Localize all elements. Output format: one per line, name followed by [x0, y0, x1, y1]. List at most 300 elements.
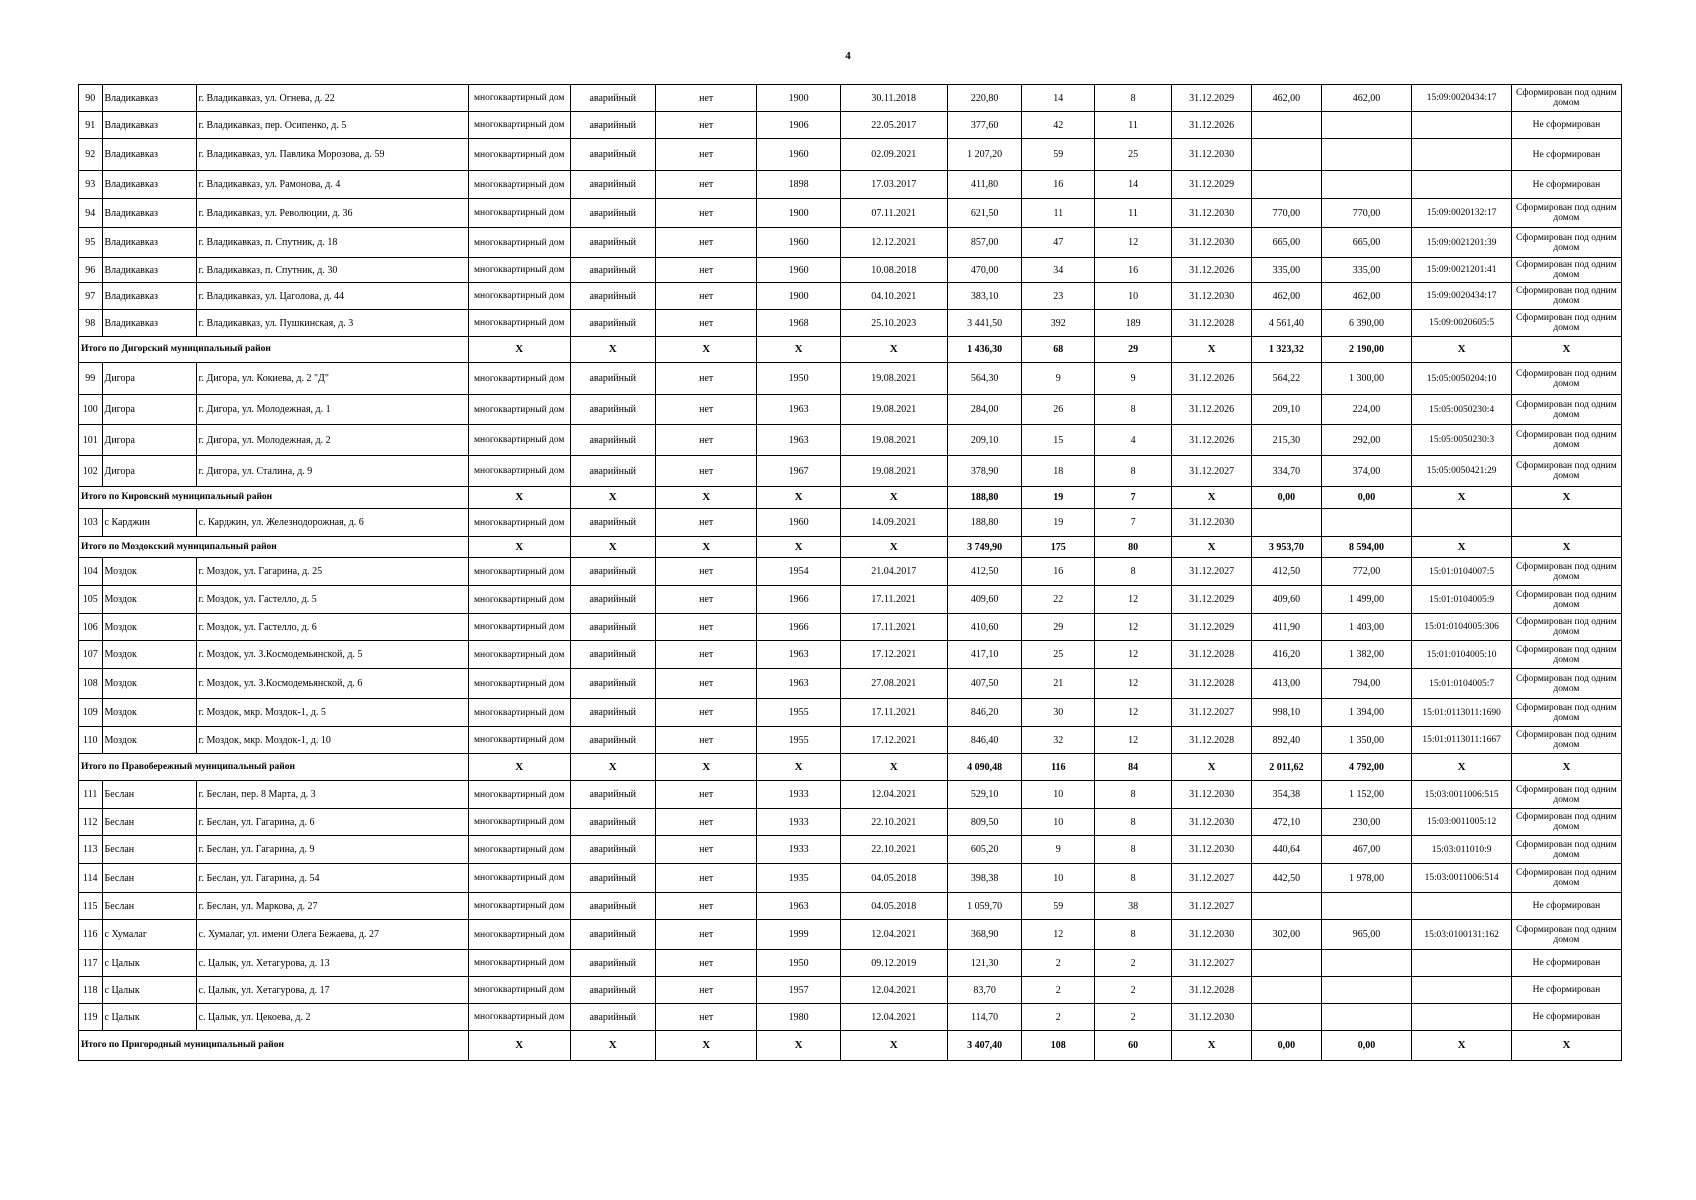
cell-locality: Дигора	[102, 456, 196, 487]
cell-deadline: 31.12.2028	[1172, 727, 1252, 754]
table-row	[79, 363, 1622, 395]
cell-area_res: 354,38	[1252, 781, 1321, 809]
cell-cadastre: 15:01:0104005:9	[1412, 586, 1511, 614]
cell-cult: нет	[655, 699, 757, 727]
cell-area_res: 440,64	[1252, 836, 1321, 864]
total-cell-deadline: X	[1172, 337, 1252, 363]
cell-date: 19.08.2021	[840, 395, 947, 425]
cell-area_res	[1252, 509, 1321, 537]
cell-type: многоквартирный дом	[469, 893, 571, 920]
cell-address: г. Владикавказ, п. Спутник, д. 30	[196, 258, 468, 283]
cell-num: 108	[79, 669, 103, 699]
cell-state: аварийный	[570, 977, 655, 1004]
cell-num: 100	[79, 395, 103, 425]
cell-state: аварийный	[570, 228, 655, 258]
table-row	[79, 199, 1622, 228]
cell-type: многоквартирный дом	[469, 977, 571, 1004]
cell-type: многоквартирный дом	[469, 363, 571, 395]
cell-state: аварийный	[570, 641, 655, 669]
cell-residents: 10	[1022, 864, 1095, 893]
total-cell-residents: 108	[1022, 1031, 1095, 1061]
cell-residents: 2	[1022, 977, 1095, 1004]
total-cell-cadastre: X	[1412, 487, 1511, 509]
total-cell-type: X	[469, 337, 571, 363]
cell-type: многоквартирный дом	[469, 283, 571, 310]
cell-area_res: 770,00	[1252, 199, 1321, 228]
cell-num: 99	[79, 363, 103, 395]
cell-date: 25.10.2023	[840, 310, 947, 337]
cell-area_res: 413,00	[1252, 669, 1321, 699]
cell-cadastre: 15:01:0113011:1690	[1412, 699, 1511, 727]
cell-address: г. Дигора, ул. Молодежная, д. 2	[196, 425, 468, 456]
cell-status: Сформирован под одним домом	[1511, 641, 1621, 669]
cell-deadline: 31.12.2026	[1172, 395, 1252, 425]
cell-area_pay: 230,00	[1321, 809, 1412, 836]
cell-num: 119	[79, 1004, 103, 1031]
cell-apts: 12	[1095, 641, 1172, 669]
cell-address: г. Моздок, ул. Гастелло, д. 6	[196, 614, 468, 641]
cell-year: 1960	[757, 139, 840, 171]
table-row	[79, 836, 1622, 864]
cell-area_pay: 462,00	[1321, 283, 1412, 310]
cell-deadline: 31.12.2026	[1172, 258, 1252, 283]
table-row	[79, 425, 1622, 456]
cell-address: г. Владикавказ, ул. Огнева, д. 22	[196, 85, 468, 112]
table-row	[79, 586, 1622, 614]
cell-cult: нет	[655, 893, 757, 920]
cell-num: 105	[79, 586, 103, 614]
cell-date: 17.11.2021	[840, 699, 947, 727]
cell-area_pay	[1321, 893, 1412, 920]
cell-state: аварийный	[570, 283, 655, 310]
cell-state: аварийный	[570, 727, 655, 754]
total-cell-status: X	[1511, 1031, 1621, 1061]
cell-cadastre: 15:03:0100131:162	[1412, 920, 1511, 950]
cell-area_res	[1252, 112, 1321, 139]
cell-cadastre	[1412, 509, 1511, 537]
cell-cult: нет	[655, 283, 757, 310]
table-row	[79, 85, 1622, 112]
cell-area_res: 564,22	[1252, 363, 1321, 395]
cell-num: 111	[79, 781, 103, 809]
cell-state: аварийный	[570, 558, 655, 586]
cell-address: г. Моздок, мкр. Моздок-1, д. 5	[196, 699, 468, 727]
cell-area: 621,50	[947, 199, 1022, 228]
cell-date: 04.05.2018	[840, 864, 947, 893]
total-cell-state: X	[570, 337, 655, 363]
cell-deadline: 31.12.2030	[1172, 139, 1252, 171]
cell-deadline: 31.12.2030	[1172, 781, 1252, 809]
cell-apts: 8	[1095, 395, 1172, 425]
total-cell-deadline: X	[1172, 487, 1252, 509]
total-cell-residents: 68	[1022, 337, 1095, 363]
cell-date: 22.10.2021	[840, 836, 947, 864]
cell-residents: 16	[1022, 558, 1095, 586]
total-cell-status: X	[1511, 537, 1621, 558]
cell-num: 106	[79, 614, 103, 641]
cell-deadline: 31.12.2030	[1172, 836, 1252, 864]
cell-area_res: 302,00	[1252, 920, 1321, 950]
cell-residents: 392	[1022, 310, 1095, 337]
total-cell-state: X	[570, 487, 655, 509]
cell-state: аварийный	[570, 425, 655, 456]
cell-area_pay: 1 382,00	[1321, 641, 1412, 669]
cell-cadastre: 15:01:0104005:306	[1412, 614, 1511, 641]
cell-num: 115	[79, 893, 103, 920]
total-cell-area_pay: 2 190,00	[1321, 337, 1412, 363]
cell-address: г. Владикавказ, ул. Цаголова, д. 44	[196, 283, 468, 310]
cell-residents: 25	[1022, 641, 1095, 669]
cell-locality: с Цалык	[102, 950, 196, 977]
cell-cadastre: 15:03:0011006:514	[1412, 864, 1511, 893]
cell-residents: 26	[1022, 395, 1095, 425]
total-cell-area_pay: 8 594,00	[1321, 537, 1412, 558]
table-row	[79, 920, 1622, 950]
district-total-row	[79, 754, 1622, 781]
cell-address: г. Дигора, ул. Сталина, д. 9	[196, 456, 468, 487]
cell-area: 378,90	[947, 456, 1022, 487]
cell-area_pay: 374,00	[1321, 456, 1412, 487]
cell-area_res: 416,20	[1252, 641, 1321, 669]
table-row	[79, 509, 1622, 537]
cell-area_pay: 965,00	[1321, 920, 1412, 950]
table-row	[79, 809, 1622, 836]
total-cell-cadastre: X	[1412, 754, 1511, 781]
cell-year: 1898	[757, 171, 840, 199]
cell-year: 1950	[757, 363, 840, 395]
cell-deadline: 31.12.2029	[1172, 586, 1252, 614]
cell-area_pay: 335,00	[1321, 258, 1412, 283]
cell-area_pay	[1321, 950, 1412, 977]
cell-date: 21.04.2017	[840, 558, 947, 586]
cell-residents: 34	[1022, 258, 1095, 283]
district-total-row	[79, 487, 1622, 509]
cell-cult: нет	[655, 950, 757, 977]
cell-area_pay: 794,00	[1321, 669, 1412, 699]
cell-year: 1933	[757, 836, 840, 864]
cell-deadline: 31.12.2028	[1172, 977, 1252, 1004]
cell-date: 30.11.2018	[840, 85, 947, 112]
cell-apts: 4	[1095, 425, 1172, 456]
cell-apts: 12	[1095, 727, 1172, 754]
cell-cult: нет	[655, 781, 757, 809]
cell-year: 1933	[757, 809, 840, 836]
cell-deadline: 31.12.2026	[1172, 363, 1252, 395]
cell-num: 118	[79, 977, 103, 1004]
cell-locality: с Цалык	[102, 977, 196, 1004]
cell-num: 110	[79, 727, 103, 754]
cell-residents: 14	[1022, 85, 1095, 112]
cell-area: 383,10	[947, 283, 1022, 310]
cell-cult: нет	[655, 85, 757, 112]
cell-area_res	[1252, 950, 1321, 977]
cell-year: 1963	[757, 669, 840, 699]
cell-year: 1963	[757, 893, 840, 920]
cell-area_pay: 665,00	[1321, 228, 1412, 258]
cell-area_res	[1252, 171, 1321, 199]
cell-residents: 21	[1022, 669, 1095, 699]
cell-type: многоквартирный дом	[469, 112, 571, 139]
cell-status: Сформирован под одним домом	[1511, 199, 1621, 228]
district-total-title: Итого по Дигорский муниципальный район	[79, 337, 469, 363]
cell-status: Сформирован под одним домом	[1511, 85, 1621, 112]
cell-status: Сформирован под одним домом	[1511, 864, 1621, 893]
district-total-title: Итого по Пригородный муниципальный район	[79, 1031, 469, 1061]
cell-num: 98	[79, 310, 103, 337]
cell-type: многоквартирный дом	[469, 85, 571, 112]
table-row	[79, 139, 1622, 171]
table-row	[79, 727, 1622, 754]
cell-area_res: 4 561,40	[1252, 310, 1321, 337]
cell-area_pay	[1321, 139, 1412, 171]
cell-apts: 12	[1095, 669, 1172, 699]
cell-residents: 59	[1022, 139, 1095, 171]
cell-year: 1980	[757, 1004, 840, 1031]
cell-date: 22.10.2021	[840, 809, 947, 836]
cell-status: Сформирован под одним домом	[1511, 727, 1621, 754]
total-cell-area_pay: 0,00	[1321, 1031, 1412, 1061]
cell-state: аварийный	[570, 699, 655, 727]
cell-cadastre: 15:01:0104007:5	[1412, 558, 1511, 586]
total-cell-area_res: 2 011,62	[1252, 754, 1321, 781]
cell-area: 409,60	[947, 586, 1022, 614]
cell-apts: 38	[1095, 893, 1172, 920]
cell-address: г. Владикавказ, ул. Павлика Морозова, д. 59	[196, 139, 468, 171]
cell-type: многоквартирный дом	[469, 669, 571, 699]
cell-type: многоквартирный дом	[469, 395, 571, 425]
table-row	[79, 228, 1622, 258]
cell-status: Сформирован под одним домом	[1511, 809, 1621, 836]
cell-cadastre: 15:09:0020605:5	[1412, 310, 1511, 337]
cell-apts: 14	[1095, 171, 1172, 199]
total-cell-type: X	[469, 754, 571, 781]
district-total-row	[79, 537, 1622, 558]
cell-residents: 16	[1022, 171, 1095, 199]
table-row	[79, 669, 1622, 699]
table-row	[79, 893, 1622, 920]
cell-type: многоквартирный дом	[469, 699, 571, 727]
total-cell-deadline: X	[1172, 537, 1252, 558]
cell-area: 529,10	[947, 781, 1022, 809]
cell-area: 417,10	[947, 641, 1022, 669]
cell-cult: нет	[655, 509, 757, 537]
cell-status: Сформирован под одним домом	[1511, 363, 1621, 395]
cell-cult: нет	[655, 112, 757, 139]
cell-year: 1960	[757, 228, 840, 258]
cell-year: 1963	[757, 641, 840, 669]
total-cell-date: X	[840, 537, 947, 558]
cell-type: многоквартирный дом	[469, 950, 571, 977]
cell-locality: Беслан	[102, 809, 196, 836]
cell-type: многоквартирный дом	[469, 456, 571, 487]
cell-date: 07.11.2021	[840, 199, 947, 228]
cell-cult: нет	[655, 558, 757, 586]
cell-deadline: 31.12.2027	[1172, 558, 1252, 586]
cell-num: 113	[79, 836, 103, 864]
cell-state: аварийный	[570, 1004, 655, 1031]
cell-year: 1960	[757, 258, 840, 283]
cell-area_res: 472,10	[1252, 809, 1321, 836]
cell-area: 114,70	[947, 1004, 1022, 1031]
total-cell-year: X	[757, 487, 840, 509]
cell-year: 1900	[757, 283, 840, 310]
cell-locality: Дигора	[102, 395, 196, 425]
total-cell-residents: 116	[1022, 754, 1095, 781]
cell-status: Не сформирован	[1511, 171, 1621, 199]
cell-area_pay: 1 350,00	[1321, 727, 1412, 754]
cell-area_pay: 1 152,00	[1321, 781, 1412, 809]
cell-cult: нет	[655, 977, 757, 1004]
cell-num: 95	[79, 228, 103, 258]
cell-status: Не сформирован	[1511, 1004, 1621, 1031]
cell-num: 114	[79, 864, 103, 893]
cell-num: 112	[79, 809, 103, 836]
total-cell-state: X	[570, 537, 655, 558]
cell-cult: нет	[655, 669, 757, 699]
cell-year: 1999	[757, 920, 840, 950]
housing-table	[78, 84, 1622, 1061]
cell-cult: нет	[655, 310, 757, 337]
table-row	[79, 112, 1622, 139]
cell-deadline: 31.12.2027	[1172, 864, 1252, 893]
cell-residents: 12	[1022, 920, 1095, 950]
cell-area_pay	[1321, 509, 1412, 537]
total-cell-type: X	[469, 1031, 571, 1061]
cell-type: многоквартирный дом	[469, 310, 571, 337]
cell-num: 116	[79, 920, 103, 950]
cell-status: Сформирован под одним домом	[1511, 228, 1621, 258]
cell-status: Сформирован под одним домом	[1511, 669, 1621, 699]
cell-date: 14.09.2021	[840, 509, 947, 537]
cell-apts: 8	[1095, 809, 1172, 836]
cell-state: аварийный	[570, 258, 655, 283]
cell-cult: нет	[655, 641, 757, 669]
cell-deadline: 31.12.2030	[1172, 1004, 1252, 1031]
cell-type: многоквартирный дом	[469, 920, 571, 950]
cell-locality: Беслан	[102, 864, 196, 893]
cell-locality: Дигора	[102, 425, 196, 456]
total-cell-apts: 7	[1095, 487, 1172, 509]
cell-date: 17.11.2021	[840, 586, 947, 614]
cell-status: Сформирован под одним домом	[1511, 781, 1621, 809]
cell-area_pay: 6 390,00	[1321, 310, 1412, 337]
cell-deadline: 31.12.2030	[1172, 199, 1252, 228]
cell-locality: Моздок	[102, 614, 196, 641]
cell-type: многоквартирный дом	[469, 171, 571, 199]
cell-num: 92	[79, 139, 103, 171]
total-cell-status: X	[1511, 337, 1621, 363]
cell-apts: 7	[1095, 509, 1172, 537]
cell-cadastre	[1412, 139, 1511, 171]
cell-locality: Владикавказ	[102, 171, 196, 199]
total-cell-cult: X	[655, 537, 757, 558]
cell-area: 1 059,70	[947, 893, 1022, 920]
cell-address: г. Беслан, пер. 8 Марта, д. 3	[196, 781, 468, 809]
cell-state: аварийный	[570, 139, 655, 171]
cell-area: 209,10	[947, 425, 1022, 456]
table-row	[79, 1004, 1622, 1031]
cell-area: 564,30	[947, 363, 1022, 395]
cell-apts: 8	[1095, 920, 1172, 950]
cell-state: аварийный	[570, 395, 655, 425]
table-row	[79, 171, 1622, 199]
cell-locality: Моздок	[102, 641, 196, 669]
total-cell-type: X	[469, 537, 571, 558]
cell-type: многоквартирный дом	[469, 228, 571, 258]
cell-deadline: 31.12.2028	[1172, 669, 1252, 699]
cell-locality: Моздок	[102, 669, 196, 699]
cell-locality: Владикавказ	[102, 85, 196, 112]
cell-address: г. Владикавказ, ул. Рамонова, д. 4	[196, 171, 468, 199]
cell-year: 1955	[757, 699, 840, 727]
cell-date: 02.09.2021	[840, 139, 947, 171]
cell-year: 1900	[757, 199, 840, 228]
cell-cult: нет	[655, 809, 757, 836]
table-row	[79, 558, 1622, 586]
cell-type: многоквартирный дом	[469, 199, 571, 228]
cell-locality: Моздок	[102, 699, 196, 727]
total-cell-area_res: 0,00	[1252, 1031, 1321, 1061]
cell-apts: 8	[1095, 864, 1172, 893]
cell-area_pay: 224,00	[1321, 395, 1412, 425]
cell-area_res	[1252, 893, 1321, 920]
cell-type: многоквартирный дом	[469, 139, 571, 171]
cell-area_res: 409,60	[1252, 586, 1321, 614]
cell-status: Сформирован под одним домом	[1511, 920, 1621, 950]
cell-apts: 11	[1095, 112, 1172, 139]
cell-area: 846,40	[947, 727, 1022, 754]
cell-area_res	[1252, 977, 1321, 1004]
cell-area_res	[1252, 139, 1321, 171]
cell-date: 04.10.2021	[840, 283, 947, 310]
total-cell-residents: 175	[1022, 537, 1095, 558]
total-cell-area_res: 3 953,70	[1252, 537, 1321, 558]
cell-year: 1957	[757, 977, 840, 1004]
cell-num: 103	[79, 509, 103, 537]
cell-cult: нет	[655, 139, 757, 171]
cell-residents: 47	[1022, 228, 1095, 258]
cell-apts: 12	[1095, 699, 1172, 727]
cell-cult: нет	[655, 1004, 757, 1031]
total-cell-apts: 84	[1095, 754, 1172, 781]
cell-apts: 2	[1095, 977, 1172, 1004]
cell-date: 09.12.2019	[840, 950, 947, 977]
cell-address: г. Моздок, ул. З.Космодемьянской, д. 5	[196, 641, 468, 669]
cell-type: многоквартирный дом	[469, 1004, 571, 1031]
cell-address: г. Беслан, ул. Маркова, д. 27	[196, 893, 468, 920]
cell-num: 107	[79, 641, 103, 669]
cell-area_pay: 467,00	[1321, 836, 1412, 864]
cell-state: аварийный	[570, 199, 655, 228]
cell-area_res: 442,50	[1252, 864, 1321, 893]
cell-area: 220,80	[947, 85, 1022, 112]
cell-residents: 42	[1022, 112, 1095, 139]
cell-address: г. Дигора, ул. Кокиева, д. 2 "Д"	[196, 363, 468, 395]
cell-year: 1954	[757, 558, 840, 586]
total-cell-area: 1 436,30	[947, 337, 1022, 363]
cell-apts: 12	[1095, 614, 1172, 641]
cell-address: г. Беслан, ул. Гагарина, д. 54	[196, 864, 468, 893]
cell-num: 96	[79, 258, 103, 283]
cell-status: Сформирован под одним домом	[1511, 614, 1621, 641]
cell-apts: 8	[1095, 781, 1172, 809]
cell-status: Сформирован под одним домом	[1511, 456, 1621, 487]
cell-locality: с Хумалаг	[102, 920, 196, 950]
cell-num: 101	[79, 425, 103, 456]
cell-status: Не сформирован	[1511, 977, 1621, 1004]
cell-cadastre: 15:01:0104005:7	[1412, 669, 1511, 699]
cell-cult: нет	[655, 425, 757, 456]
